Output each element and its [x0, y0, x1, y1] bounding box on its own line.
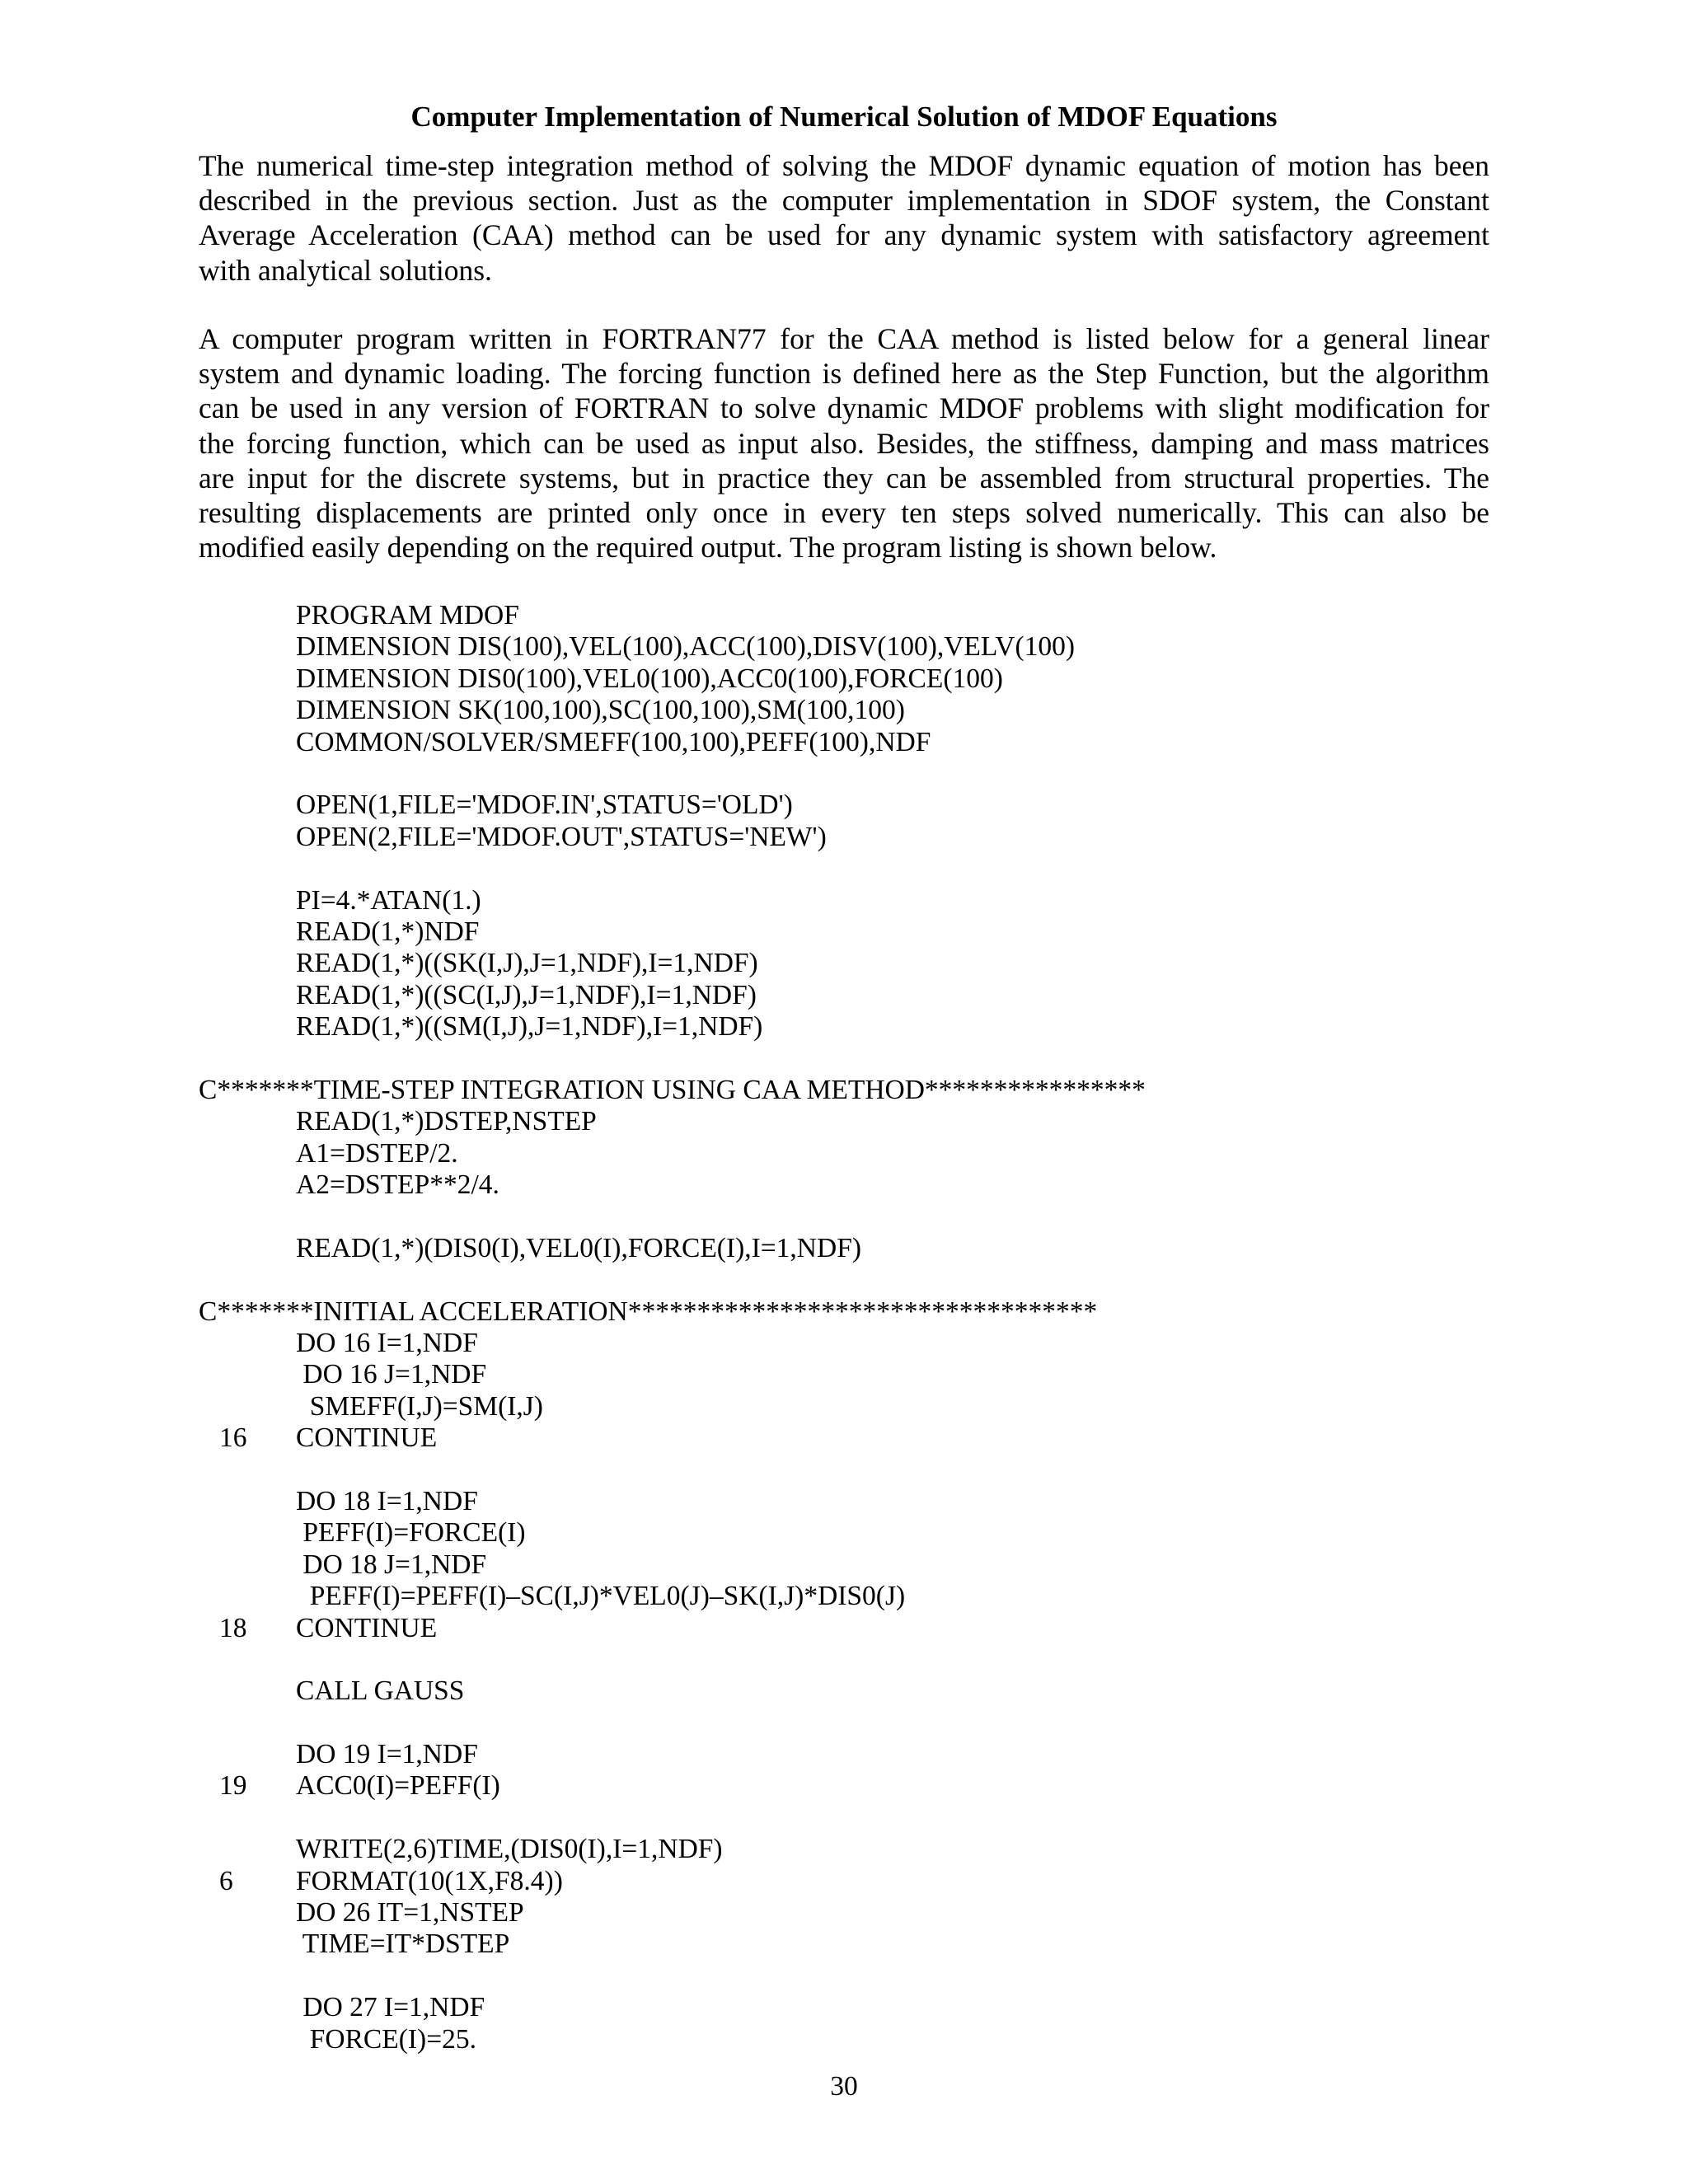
- code-text: DIMENSION SK(100,100),SC(100,100),SM(100,100): [296, 695, 905, 726]
- code-line: [0, 1359, 1688, 1390]
- code-line: [0, 2024, 1688, 2055]
- code-line: [0, 1106, 1688, 1137]
- code-line: [0, 1138, 1688, 1169]
- code-text: PROGRAM MDOF: [296, 600, 519, 630]
- code-line: [0, 1391, 1688, 1422]
- code-line: [0, 1328, 1688, 1359]
- code-text: PEFF(I)=FORCE(I): [296, 1517, 526, 1549]
- paragraph-line: can be used in any version of FORTRAN to solve dynamic MDOF problems with slight modification for: [199, 391, 1489, 425]
- code-text: WRITE(2,6)TIME,(DIS0(I),I=1,NDF): [296, 1834, 723, 1865]
- code-line: [0, 1455, 1688, 1486]
- code-line: [0, 980, 1688, 1011]
- code-text: OPEN(2,FILE='MDOF.OUT',STATUS='NEW'): [296, 821, 827, 852]
- code-text: DO 27 I=1,NDF: [296, 1992, 485, 2023]
- paragraph-line: Average Acceleration (CAA) method can be used for any dynamic system with satisfactory agreement: [199, 218, 1489, 252]
- statement-label: 19: [219, 1770, 247, 1802]
- code-line: [0, 1169, 1688, 1201]
- paragraph-line: with analytical solutions.: [199, 253, 492, 287]
- code-line: [0, 916, 1688, 948]
- paragraph-line: are input for the discrete systems, but in practice they can be assembled from structural properties. The: [199, 461, 1489, 494]
- code-line: [0, 1613, 1688, 1644]
- code-text: CALL GAUSS: [296, 1675, 465, 1707]
- code-line: [0, 1517, 1688, 1549]
- code-line: [0, 758, 1688, 790]
- code-line: [0, 1233, 1688, 1264]
- statement-label: 6: [219, 1865, 233, 1896]
- code-text: DO 16 J=1,NDF: [296, 1359, 487, 1390]
- code-line: [0, 1201, 1688, 1232]
- code-line: [0, 600, 1688, 631]
- code-text: A2=DSTEP**2/4.: [296, 1169, 499, 1201]
- code-text: C*******INITIAL ACCELERATION**********************************: [199, 1296, 1098, 1327]
- code-line: [0, 1770, 1688, 1802]
- paragraph-line: A computer program written in FORTRAN77 for the CAA method is listed below for a general linear: [199, 322, 1489, 355]
- code-text: READ(1,*)(DIS0(I),VEL0(I),FORCE(I),I=1,NDF): [296, 1232, 861, 1263]
- code-text: A1=DSTEP/2.: [296, 1137, 458, 1169]
- code-line: [0, 948, 1688, 979]
- code-text: READ(1,*)((SC(I,J),J=1,NDF),I=1,NDF): [296, 979, 757, 1010]
- code-line: [0, 1992, 1688, 2023]
- code-line: [0, 1011, 1688, 1043]
- fortran-code-listing: [0, 600, 1688, 2055]
- code-text: READ(1,*)NDF: [296, 916, 480, 947]
- code-text: DO 18 I=1,NDF: [296, 1485, 478, 1516]
- code-line: [0, 727, 1688, 758]
- code-text: PEFF(I)=PEFF(I)–SC(I,J)*VEL0(J)–SK(I,J)*DIS0(J): [296, 1581, 906, 1612]
- code-text: PI=4.*ATAN(1.): [296, 884, 481, 916]
- statement-label: 18: [219, 1612, 247, 1643]
- code-text: READ(1,*)((SM(I,J),J=1,NDF),I=1,NDF): [296, 1011, 763, 1043]
- code-line: [0, 1043, 1688, 1074]
- paragraph-line: resulting displacements are printed only once in every ten steps solved numerically. This can also be: [199, 496, 1489, 530]
- code-comment-line: [0, 1296, 1688, 1328]
- paragraph-line: the forcing function, which can be used as input also. Besides, the stiffness, damping and mass matrices: [199, 426, 1489, 460]
- code-line: [0, 1802, 1688, 1834]
- code-text: OPEN(1,FILE='MDOF.IN',STATUS='OLD'): [296, 790, 793, 821]
- code-text: DIMENSION DIS0(100),VEL0(100),ACC0(100),FORCE(100): [296, 663, 1003, 694]
- code-text: TIME=IT*DSTEP: [296, 1929, 510, 1960]
- code-line: [0, 1549, 1688, 1581]
- code-text: SMEFF(I,J)=SM(I,J): [296, 1390, 543, 1422]
- code-line: [0, 790, 1688, 821]
- code-line: [0, 1834, 1688, 1865]
- code-text: C*******TIME-STEP INTEGRATION USING CAA METHOD****************: [199, 1074, 1146, 1105]
- code-text: CONTINUE: [296, 1422, 438, 1454]
- paragraph-program-description: [199, 321, 1489, 565]
- code-text: DO 26 IT=1,NSTEP: [296, 1897, 524, 1929]
- paragraph-line: The numerical time-step integration method of solving the MDOF dynamic equation of motion has been: [199, 149, 1489, 182]
- code-text: DO 16 I=1,NDF: [296, 1327, 478, 1358]
- code-line: [0, 822, 1688, 853]
- code-line: [0, 1486, 1688, 1517]
- code-text: READ(1,*)DSTEP,NSTEP: [296, 1106, 597, 1137]
- code-line: [0, 631, 1688, 663]
- code-text: CONTINUE: [296, 1612, 438, 1643]
- code-line: [0, 1739, 1688, 1770]
- code-line: [0, 853, 1688, 884]
- code-line: [0, 1581, 1688, 1612]
- code-line: [0, 663, 1688, 695]
- paragraph-intro: [199, 148, 1489, 288]
- code-line: [0, 695, 1688, 726]
- code-line: [0, 1675, 1688, 1707]
- paragraph-line: modified easily depending on the required output. The program listing is shown below.: [199, 531, 1217, 565]
- code-line: [0, 1897, 1688, 1929]
- code-line: [0, 1264, 1688, 1296]
- statement-label: 16: [219, 1422, 247, 1454]
- code-line: [0, 1961, 1688, 1992]
- page-title: Computer Implementation of Numerical Solution of MDOF Equations: [410, 101, 1278, 133]
- code-line: [0, 1929, 1688, 1960]
- code-text: DO 19 I=1,NDF: [296, 1739, 478, 1770]
- paragraph-line: described in the previous section. Just as the computer implementation in SDOF system, the Constant: [199, 184, 1489, 218]
- code-text: COMMON/SOLVER/SMEFF(100,100),PEFF(100),NDF: [296, 726, 931, 757]
- code-line: [0, 1422, 1688, 1454]
- code-text: ACC0(I)=PEFF(I): [296, 1770, 500, 1802]
- code-line: [0, 1866, 1688, 1897]
- code-line: [0, 1644, 1688, 1675]
- code-comment-line: [0, 1075, 1688, 1106]
- page-number: 30: [830, 2071, 858, 2102]
- code-text: FORMAT(10(1X,F8.4)): [296, 1865, 563, 1896]
- code-text: DO 18 J=1,NDF: [296, 1549, 487, 1580]
- code-text: READ(1,*)((SK(I,J),J=1,NDF),I=1,NDF): [296, 948, 758, 979]
- paragraph-line: system and dynamic loading. The forcing function is defined here as the Step Function, but the algorithm: [199, 357, 1489, 391]
- code-text: DIMENSION DIS(100),VEL(100),ACC(100),DISV(100),VELV(100): [296, 631, 1076, 663]
- code-text: FORCE(I)=25.: [296, 2023, 476, 2055]
- code-line: [0, 1708, 1688, 1739]
- code-line: [0, 885, 1688, 916]
